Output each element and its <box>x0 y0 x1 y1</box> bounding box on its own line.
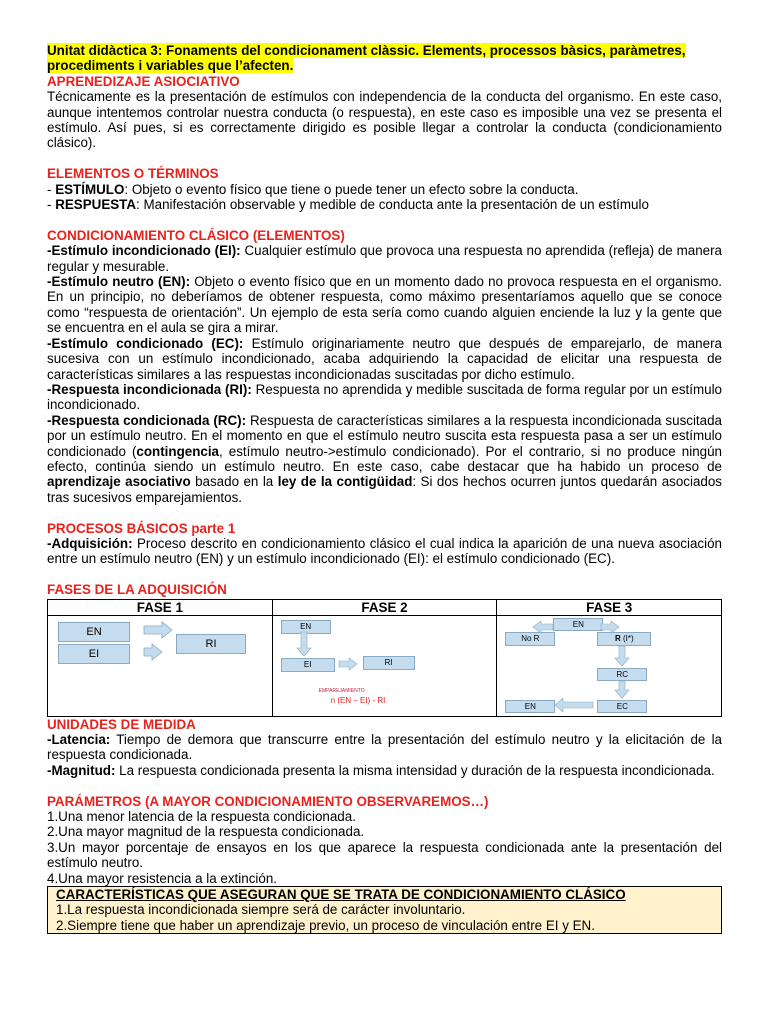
fases-table <box>47 599 722 717</box>
parametro-item: 1.Una menor latencia de la respuesta condicionada. <box>47 808 356 824</box>
fase3-arrows <box>497 616 722 716</box>
fase-1-diagram <box>48 615 273 716</box>
parametro-item: 3.Un mayor porcentaje de ensayos en los que aparece la respuesta condicionada ante la presentación del estímulo neutro. <box>47 839 722 871</box>
caracteristica-item: 1.La respuesta incondicionada siempre será de carácter involuntario. <box>56 902 466 918</box>
unidades-heading: UNIDADES DE MEDIDA <box>47 716 196 732</box>
fase2-en-box: EN <box>281 620 331 634</box>
arrow-left-icon <box>555 698 593 712</box>
fase2-ei-box: EI <box>281 658 335 672</box>
clasico-heading: CONDICIONAMIENTO CLÁSICO (ELEMENTOS) <box>47 227 345 243</box>
fase-2-diagram <box>272 615 497 716</box>
arrow-right-icon <box>144 622 172 638</box>
def-en: -Estímulo neutro (EN): Objeto o evento físico que en un momento dado no provoca respuesta en el organismo. En un principio, no deberíamos de obtener respuesta, como máximo presentaríamos aquello que se conoce como “respuesta de orientación”. Un ejemplo de esta sería como cuando alguien enciende la luz y la gente que se encuentra en el aula se gira a mirar. <box>47 274 722 336</box>
elementos-item: - RESPUESTA: Manifestación observable y medible de conducta ante la presentación de un estímulo <box>47 197 649 213</box>
parametros-heading: PARÁMETROS (A MAYOR CONDICIONAMIENTO OBSERVAREMOS…) <box>47 793 489 809</box>
fase3-en-bottom-box: EN <box>505 700 555 713</box>
fase1-ei-box: EI <box>58 644 130 664</box>
emparejamiento-label: EMPAREJAMIENTO <box>318 687 365 694</box>
caracteristica-item: 2.Siempre tiene que haber un aprendizaje previo, un proceso de vinculación entre EI y EN. <box>56 917 595 933</box>
arrow-down-icon <box>615 681 629 698</box>
parametro-item: 2.Una mayor magnitud de la respuesta condicionada. <box>47 824 365 840</box>
fase3-r-box: R (I*) <box>597 632 651 646</box>
emparejamiento-formula: n (EN – EI) - RI <box>330 695 386 705</box>
fase3-nor-box: No R <box>505 632 555 646</box>
fase3-en-top-box: EN <box>553 618 603 631</box>
fase1-ri-box: RI <box>176 634 246 654</box>
arrow-down-right-icon <box>601 621 619 633</box>
arrow-right-icon <box>144 644 162 660</box>
arrow-down-left-icon <box>533 621 553 633</box>
def-ec: -Estímulo condicionado (EC): Estímulo originariamente neutro que después de emparejarlo, de manera sucesiva con un estímulo incondicionado, acaba adquiriendo la capacidad de elicitar una respuesta de características similares a las respuestas incondicionadas suscitadas por dicho estímulo. <box>47 335 722 382</box>
def-ri: -Respuesta incondicionada (RI): Respuesta no aprendida y medible suscitada de forma regular por un estímulo incondicionado. <box>47 381 722 413</box>
fase2-ri-box: RI <box>363 656 415 670</box>
arrow-down-icon <box>615 646 629 666</box>
fase-1-header: FASE 1 <box>48 599 273 615</box>
def-adquisicion: -Adquisición: Proceso descrito en condicionamiento clásico el cual indica la aparición de una nueva asociación entre un estímulo neutro (EN) y un estímulo incondicionado (EI): el estímulo condicionado (EC). <box>47 535 722 567</box>
fase-3-header: FASE 3 <box>497 599 722 615</box>
arrow-right-icon <box>339 658 357 670</box>
caracteristicas-heading: CARACTERÍSTICAS QUE ASEGURAN QUE SE TRATA DE CONDICIONAMIENTO CLÁSICO <box>56 887 626 903</box>
elementos-heading: ELEMENTOS O TÉRMINOS <box>47 166 219 182</box>
elementos-item: - ESTÍMULO: Objeto o evento físico que tiene o puede tener un efecto sobre la conducta. <box>47 181 579 197</box>
parametro-item: 4.Una mayor resistencia a la extinción. <box>47 870 277 886</box>
procesos-heading: PROCESOS BÁSICOS parte 1 <box>47 520 236 536</box>
fase3-ec-box: EC <box>597 700 647 713</box>
fase-2-header: FASE 2 <box>272 599 497 615</box>
fase-3-diagram <box>497 615 722 716</box>
caracteristicas-box <box>47 886 722 934</box>
fase2-arrows <box>273 616 498 686</box>
document-title: Unitat didàctica 3: Fonaments del condicionament clàssic. Elements, processos bàsics, paràmetres, procediments i variables que l’afecten. <box>47 43 686 74</box>
def-rc: -Respuesta condicionada (RC): Respuesta de características similares a la respuesta incondicionada suscitada por un estímulo neutro. En el momento en que el estímulo neutro suscita esta respuesta pasa a ser un estímulo condicionado (contingencia, estímulo neutro->estímulo condicionado). Por el contrario, si no produce ningún efecto, continúa siendo un estímulo neutro. En este caso, cabe destacar que ha habido un proceso de aprendizaje asociativo basado en la ley de la contigüidad: Si dos hechos ocurren juntos quedarán asociados tras sucesivos emparejamientos. <box>47 412 722 505</box>
fase3-rc-box: RC <box>597 668 647 681</box>
fase1-arrows <box>48 616 273 676</box>
fase1-en-box: EN <box>58 622 130 642</box>
def-magnitud: -Magnitud: La respuesta condicionada presenta la misma intensidad y duración de la respuesta incondicionada. <box>47 762 715 778</box>
def-ei: -Estímulo incondicionado (EI): Cualquier estímulo que provoca una respuesta no aprendida (refleja) de manera regular y mesurable. <box>47 243 722 274</box>
fases-heading: FASES DE LA ADQUISICIÓN <box>47 582 227 598</box>
document-page <box>47 43 722 934</box>
aprendizaje-heading: APRENEDIZAJE ASIOCIATIVO <box>47 73 240 89</box>
arrow-down-icon <box>297 632 311 656</box>
document-title-block <box>47 43 722 74</box>
def-latencia: -Latencia: Tiempo de demora que transcurre entre la presentación del estímulo neutro y la elicitación de la respuesta condicionada. <box>47 731 722 763</box>
aprendizaje-text: Técnicamente es la presentación de estímulos con independencia de la conducta del organismo. En este caso, aunque intentemos controlar nuestra conducta (o respuesta), en este caso es imposible una vez se presenta el estímulo. Así pues, si es correctamente dirigido es posible llegar a controlar la conducta (condicionamiento clásico). <box>47 89 722 151</box>
